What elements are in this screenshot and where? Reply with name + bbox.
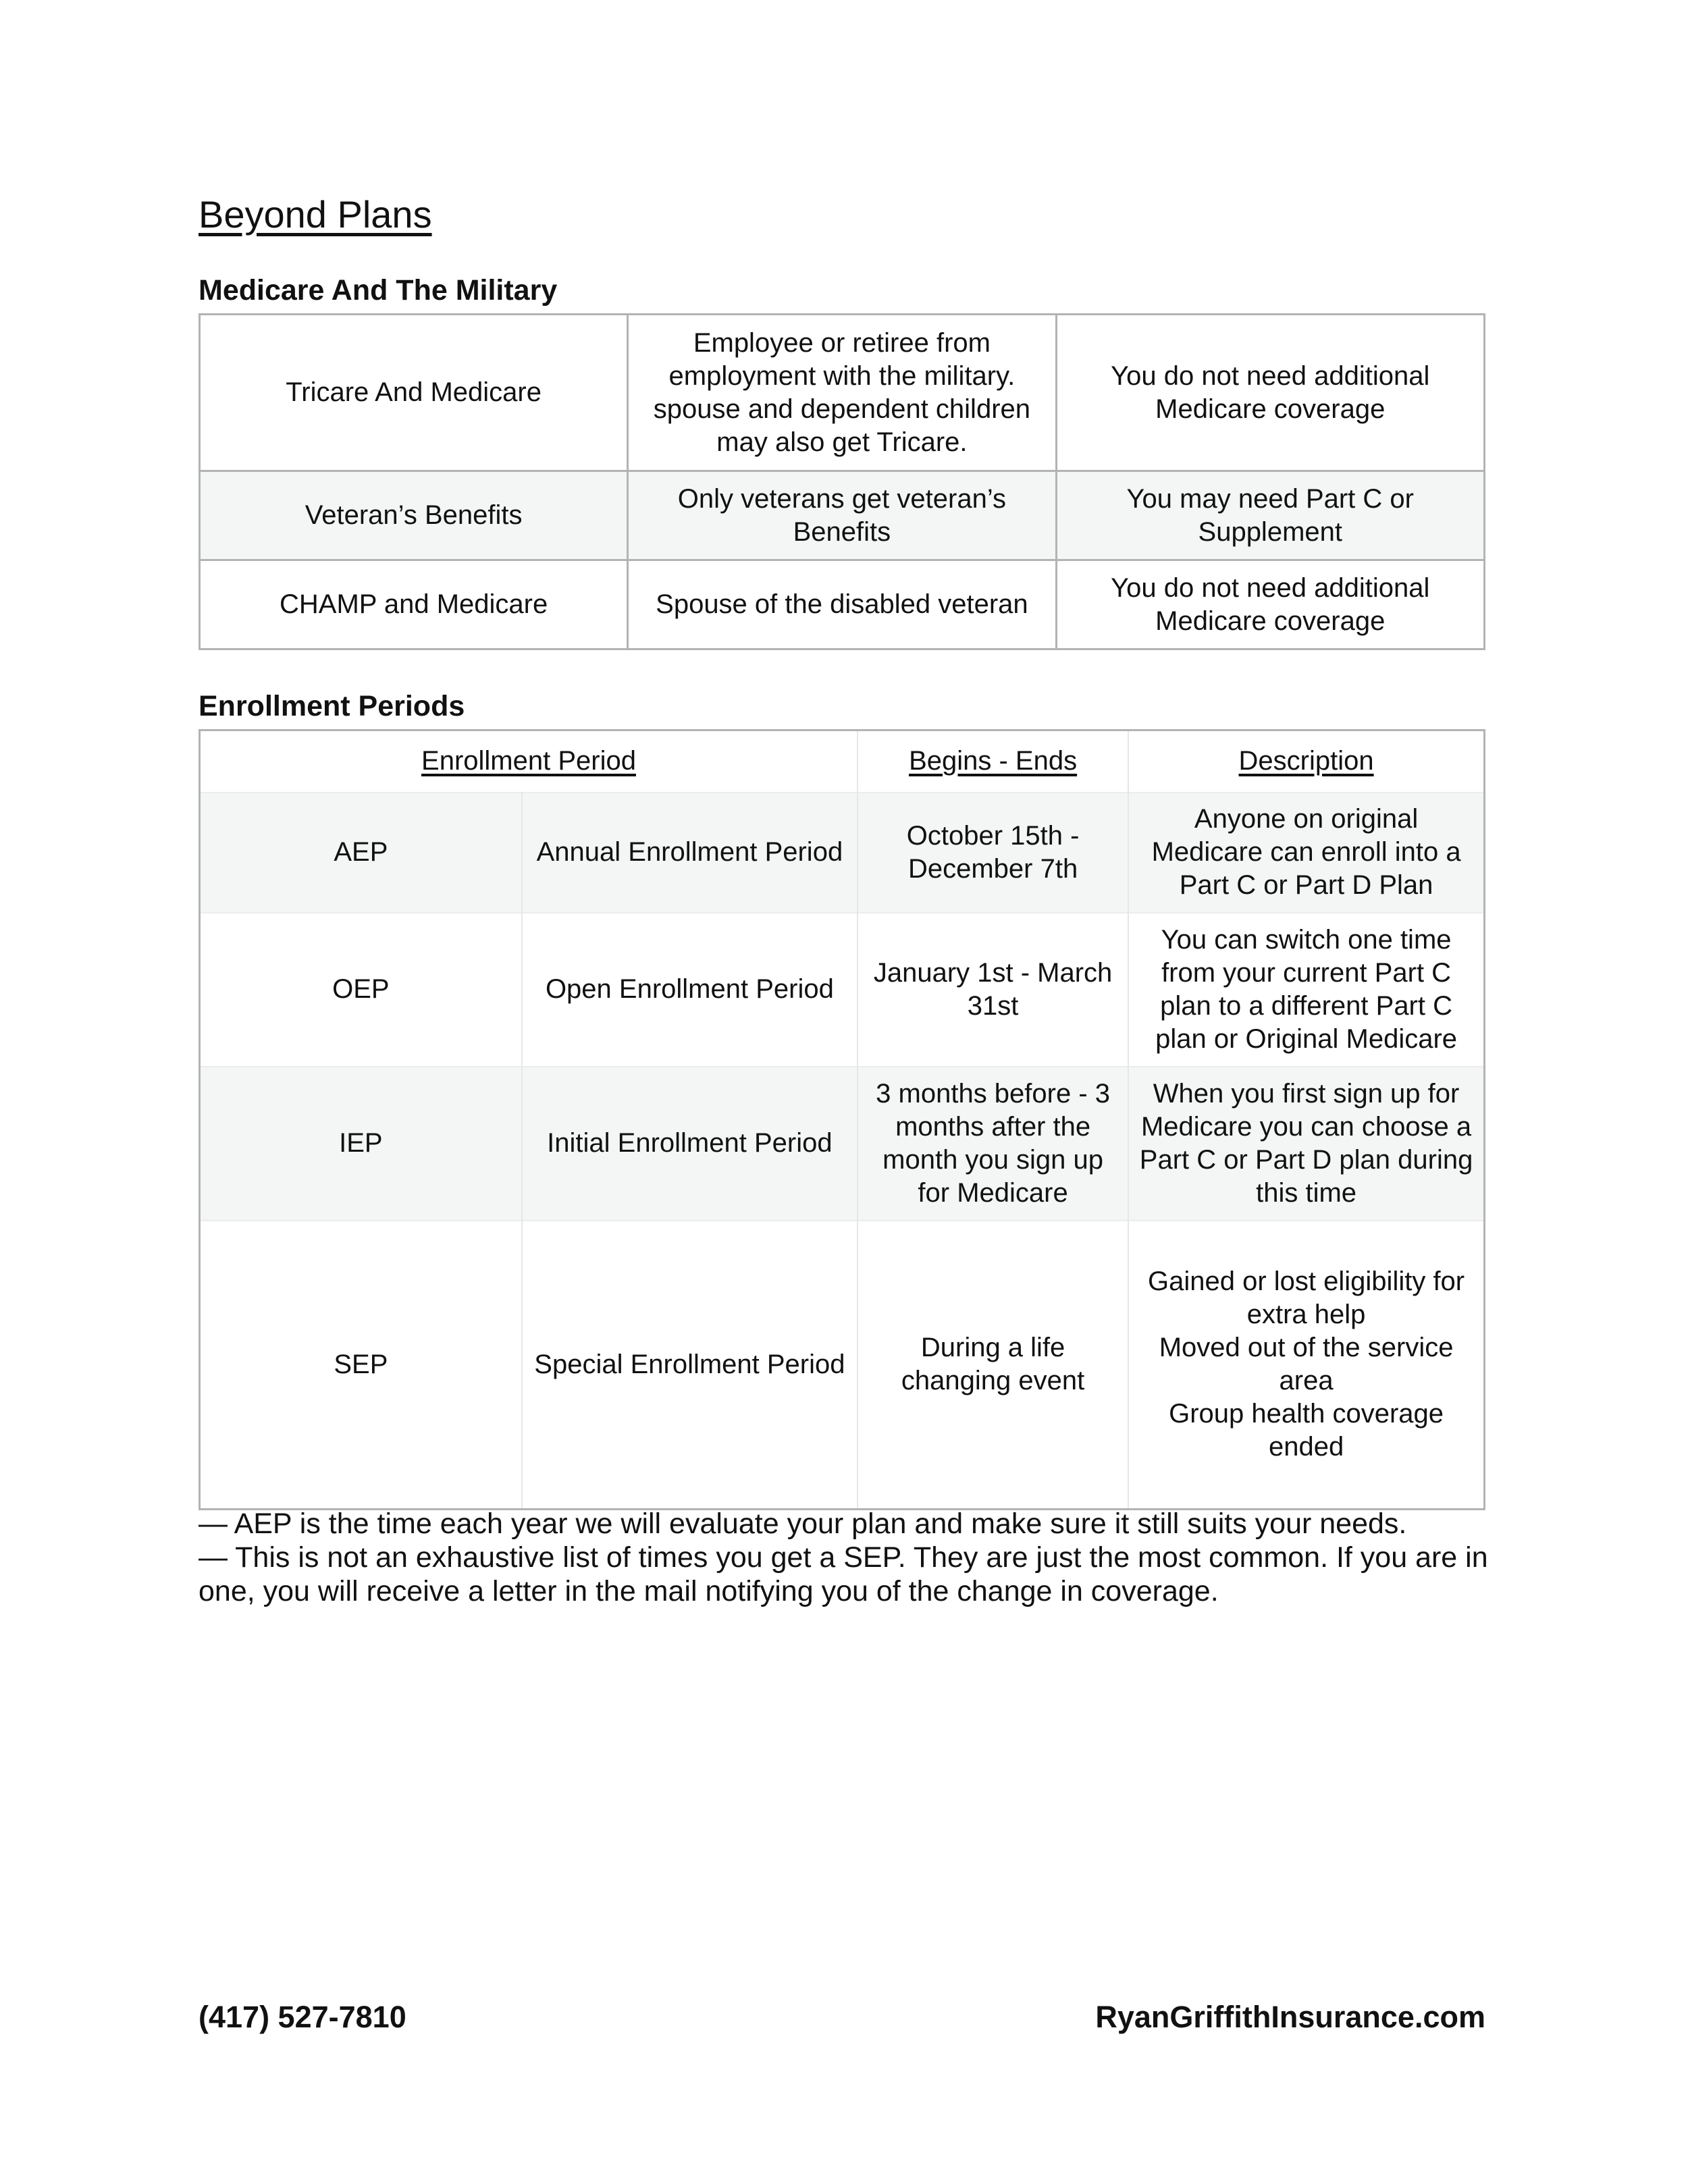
page-title: Beyond Plans xyxy=(199,193,432,236)
table-row xyxy=(200,471,1485,560)
eligibility-cell: Only veterans get veteran’s Benefits xyxy=(628,471,1056,560)
program-cell: CHAMP and Medicare xyxy=(200,560,628,649)
column-header-dates: Begins - Ends xyxy=(858,730,1128,793)
dates-cell: October 15th - December 7th xyxy=(858,793,1128,913)
footnote: — This is not an exhaustive list of times you get a SEP. They are just the most common. If you are in one, you will receive a letter in the mail notifying you of the change in coverage. xyxy=(199,1541,1488,1607)
description-cell: When you first sign up for Medicare you can choose a Part C or Part D plan during this time xyxy=(1128,1067,1484,1221)
period-name-cell: Special Enrollment Period xyxy=(522,1221,858,1510)
coverage-cell: You do not need additional Medicare coverage xyxy=(1056,315,1484,471)
period-name-cell: Open Enrollment Period xyxy=(522,913,858,1067)
table-row xyxy=(200,1067,1485,1221)
period-abbr-cell: AEP xyxy=(200,793,522,913)
description-cell: Anyone on original Medicare can enroll into a Part C or Part D Plan xyxy=(1128,793,1484,913)
table-row xyxy=(200,913,1485,1067)
enrollment-table xyxy=(199,729,1485,1510)
table-row xyxy=(200,315,1485,471)
table-row xyxy=(200,560,1485,649)
eligibility-cell: Spouse of the disabled veteran xyxy=(628,560,1056,649)
period-name-cell: Initial Enrollment Period xyxy=(522,1067,858,1221)
period-abbr-cell: OEP xyxy=(200,913,522,1067)
footnote: — AEP is the time each year we will evaluate your plan and make sure it still suits your needs. xyxy=(199,1508,1407,1540)
program-cell: Veteran’s Benefits xyxy=(200,471,628,560)
military-section-heading: Medicare And The Military xyxy=(199,274,558,307)
column-header-period: Enrollment Period xyxy=(200,730,858,793)
footnotes xyxy=(199,1507,1495,1608)
period-name-cell: Annual Enrollment Period xyxy=(522,793,858,913)
table-row xyxy=(200,793,1485,913)
table-header-row xyxy=(200,730,1485,793)
coverage-cell: You do not need additional Medicare coverage xyxy=(1056,560,1484,649)
description-cell: You can switch one time from your current Part C plan to a different Part C plan or Original Medicare xyxy=(1128,913,1484,1067)
eligibility-cell: Employee or retiree from employment with the military. spouse and dependent children may also get Tricare. xyxy=(628,315,1056,471)
dates-cell: January 1st - March 31st xyxy=(858,913,1128,1067)
description-cell: Gained or lost eligibility for extra help Moved out of the service area Group health coverage ended xyxy=(1128,1221,1484,1510)
coverage-cell: You may need Part C or Supplement xyxy=(1056,471,1484,560)
period-abbr-cell: IEP xyxy=(200,1067,522,1221)
enrollment-section-heading: Enrollment Periods xyxy=(199,690,465,722)
footer-phone: (417) 527-7810 xyxy=(199,2000,406,2034)
military-table xyxy=(199,313,1485,650)
table-row xyxy=(200,1221,1485,1510)
period-abbr-cell: SEP xyxy=(200,1221,522,1510)
program-cell: Tricare And Medicare xyxy=(200,315,628,471)
footer-website: RyanGriffithInsurance.com xyxy=(1095,2000,1485,2034)
dates-cell: 3 months before - 3 months after the month you sign up for Medicare xyxy=(858,1067,1128,1221)
dates-cell: During a life changing event xyxy=(858,1221,1128,1510)
column-header-description: Description xyxy=(1128,730,1484,793)
